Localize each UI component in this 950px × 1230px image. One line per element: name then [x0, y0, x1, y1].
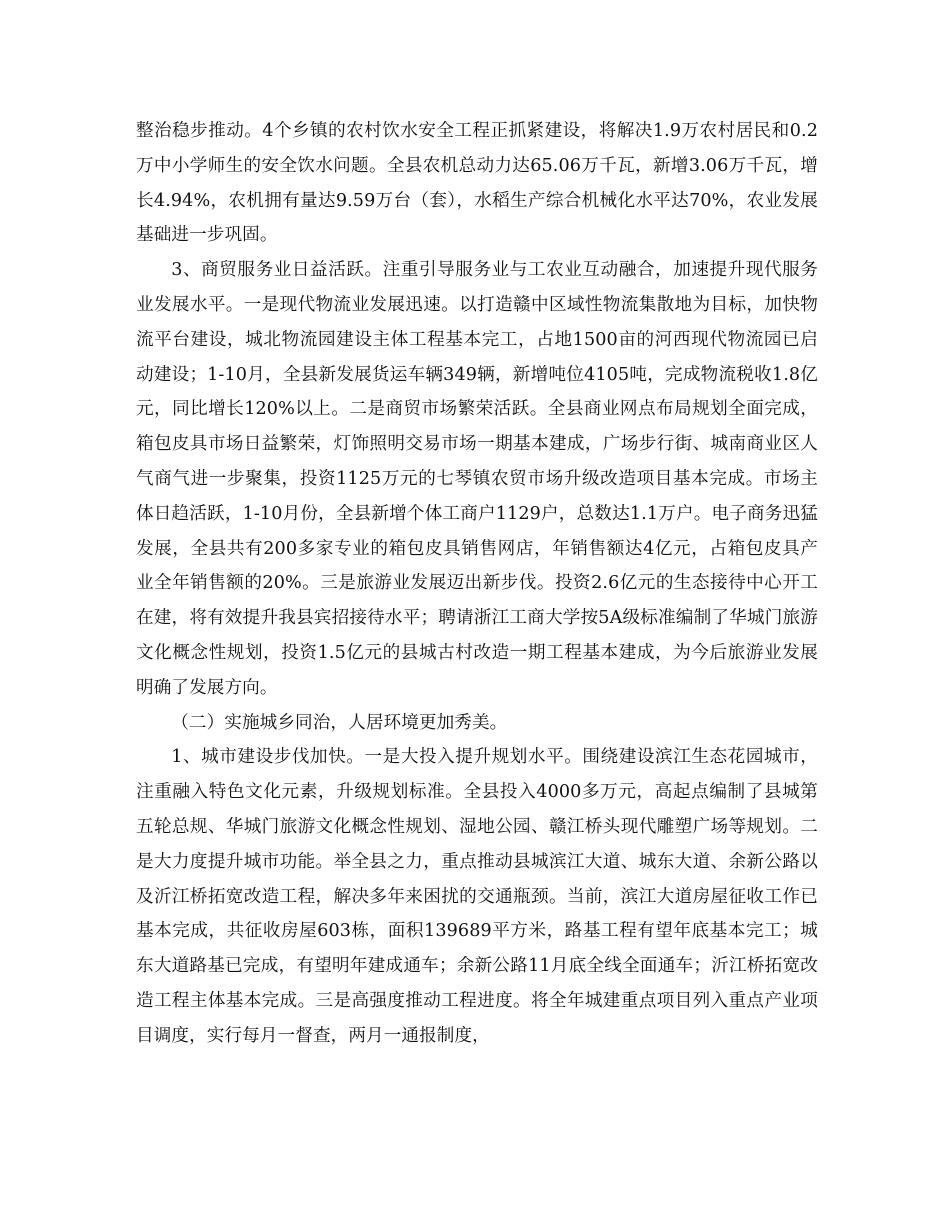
paragraph-urban-construction: 1、城市建设步伐加快。一是大投入提升规划水平。围绕建设滨江生态花园城市，注重融入特色文化元素，升级规划标准。全县投入4000多万元，高起点编制了县城第五轮总规、华城门旅游文化概念性规划、湿地公园、赣江桥头现代雕塑广场等规划。二是大力度提升城市功能。举全县之力，重点推动县城滨江大道、城东大道、余新公路以及沂江桥拓宽改造工程，解决多年来困扰的交通瓶颈。当前，滨江大道房屋征收工作已基本完成，共征收房屋603栋，面积139689平方米，路基工程有望年底基本完工；城东大道路基已完成，有望明年建成通车；余新公路11月底全线全面通车；沂江桥拓宽改造工程主体基本完成。三是高强度推动工程进度。将全年城建重点项目列入重点产业项目调度，实行每月一督查，两月一通报制度，: [136, 747, 818, 1046]
document-body: [136, 114, 818, 1054]
section-heading-urban-rural: （二）实施城乡同治，人居环境更加秀美。: [171, 712, 508, 733]
paragraph-continuation: 整治稳步推动。4个乡镇的农村饮水安全工程正抓紧建设，将解决1.9万农村居民和0.2万中小学师生的安全饮水问题。全县农机总动力达65.06万千瓦，新增3.06万千瓦，增长4.94%，农机拥有量达9.59万台（套），水稻生产综合机械化水平达70%，农业发展基础进一步巩固。: [136, 121, 818, 246]
paragraph-commerce-services: 3、商贸服务业日益活跃。注重引导服务业与工农业互动融合，加速提升现代服务业发展水平。一是现代物流业发展迅速。以打造赣中区域性物流集散地为目标，加快物流平台建设，城北物流园建设主体工程基本完工，占地1500亩的河西现代物流园已启动建设；1-10月，全县新发展货运车辆349辆，新增吨位4105吨，完成物流税收1.8亿元，同比增长120%以上。二是商贸市场繁荣活跃。全县商业网点布局规划全面完成，箱包皮具市场日益繁荣，灯饰照明交易市场一期基本建成，广场步行街、城南商业区人气商气进一步聚集，投资1125万元的七琴镇农贸市场升级改造项目基本完成。市场主体日趋活跃，1-10月份，全县新增个体工商户1129户，总数达1.1万户。电子商务迅猛发展，全县共有200多家专业的箱包皮具销售网店，年销售额达4亿元，占箱包皮具产业全年销售额的20%。三是旅游业发展迈出新步伐。投资2.6亿元的生态接待中心开工在建，将有效提升我县宾招接待水平；聘请浙江工商大学按5A级标准编制了华城门旅游文化概念性规划，投资1.5亿元的县城古村改造一期工程基本建成，为今后旅游业发展明确了发展方向。: [136, 260, 818, 698]
